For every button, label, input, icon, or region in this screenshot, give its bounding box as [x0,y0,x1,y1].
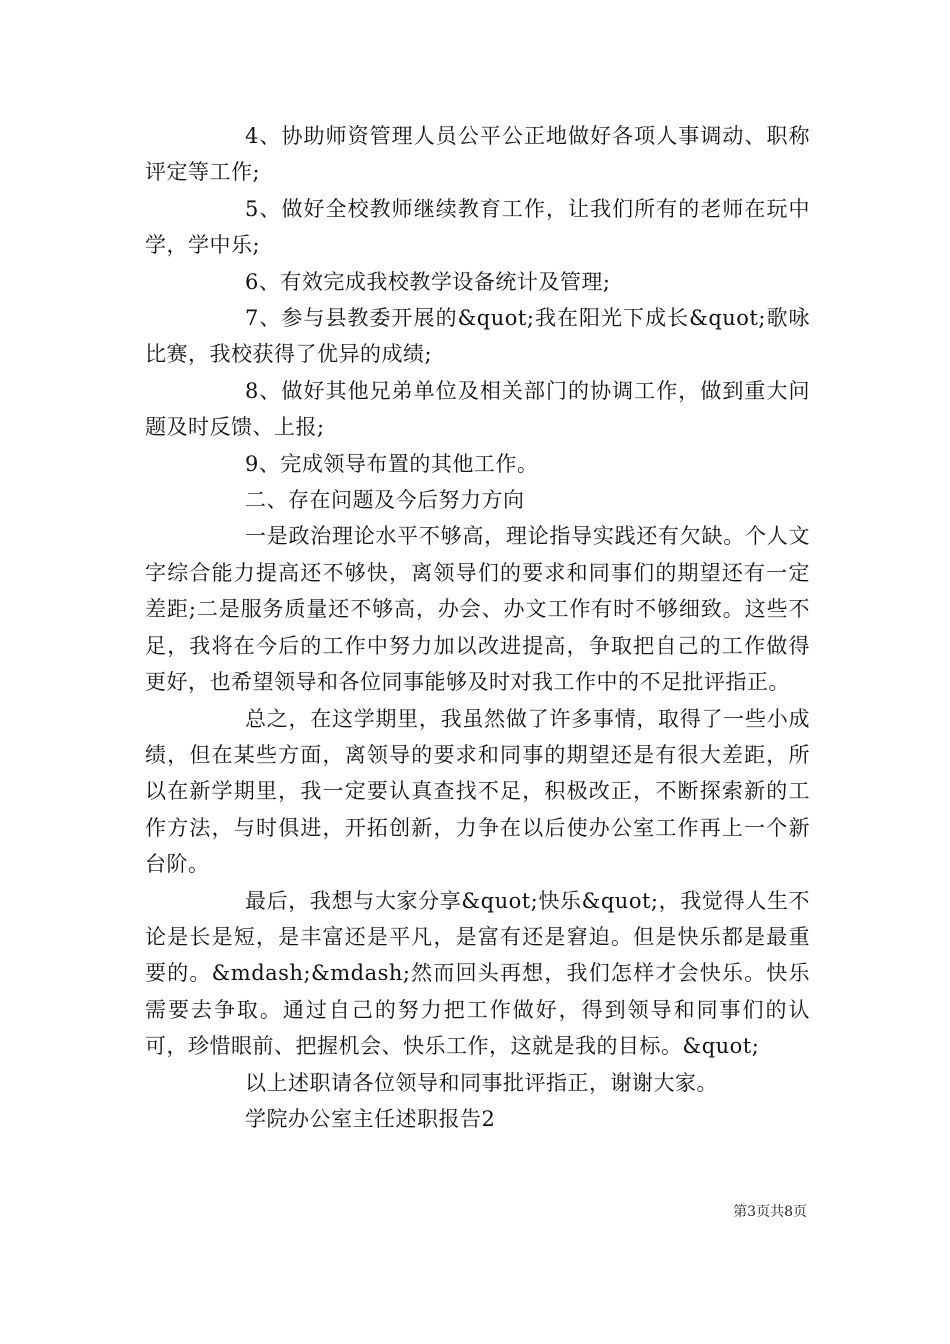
paragraph-problems: 一是政治理论水平不够高，理论指导实践还有欠缺。个人文字综合能力提高还不够快，离领导们的要求和同事们的期望还有一定差距;二是服务质量还不够高，办会、办文工作有时不够细致。这些不足，我将在今后的工作中努力加以改进提高，争取把自己的工作做得更好，也希望领导和各位同事能够及时对我工作中的不足批评指正。 [145,524,810,695]
paragraph-summary: 总之，在这学期里，我虽然做了许多事情，取得了一些小成绩，但在某些方面，离领导的要求和同事的期望还是有很大差距，所以在新学期里，我一定要认真查找不足，积极改正，不断探索新的工作方法，与时俱进，开拓创新，力争在以后使办公室工作再上一个新台阶。 [145,706,810,877]
paragraph-item-5: 5、做好全校教师继续教育工作，让我们所有的老师在玩中学，学中乐; [145,196,810,258]
section-heading: 二、存在问题及今后努力方向 [245,488,525,513]
paragraph-item-9: 9、完成领导布置的其他工作。 [245,451,539,476]
next-report-title: 学院办公室主任述职报告2 [245,1106,496,1131]
paragraph-closing: 以上述职请各位领导和同事批评指正，谢谢大家。 [245,1070,718,1095]
paragraph-finally: 最后，我想与大家分享&quot;快乐&quot;，我觉得人生不论是长是短，是丰富还是平凡，是富有还是窘迫。但是快乐都是最重要的。&mdash;&mdash;然而回头再想，我们怎样才会快乐。快乐需要去争取。通过自己的努力把工作做好，得到领导和同事们的认可，珍惜眼前、把握机会、快乐工作，这就是我的目标。&quot; [145,888,810,1059]
paragraph-item-8: 8、做好其他兄弟单位及相关部门的协调工作，做到重大问题及时反馈、上报; [145,378,810,440]
paragraph-item-4: 4、协助师资管理人员公平公正地做好各项人事调动、职称评定等工作; [145,124,810,185]
paragraph-item-6: 6、有效完成我校教学设备统计及管理; [245,269,611,294]
page-number-footer: 第3页共8页 [733,1204,807,1220]
paragraph-item-7: 7、参与县教委开展的&quot;我在阳光下成长&quot;歌咏比赛，我校获得了优异的成绩; [145,306,810,367]
document-body [145,118,810,1137]
